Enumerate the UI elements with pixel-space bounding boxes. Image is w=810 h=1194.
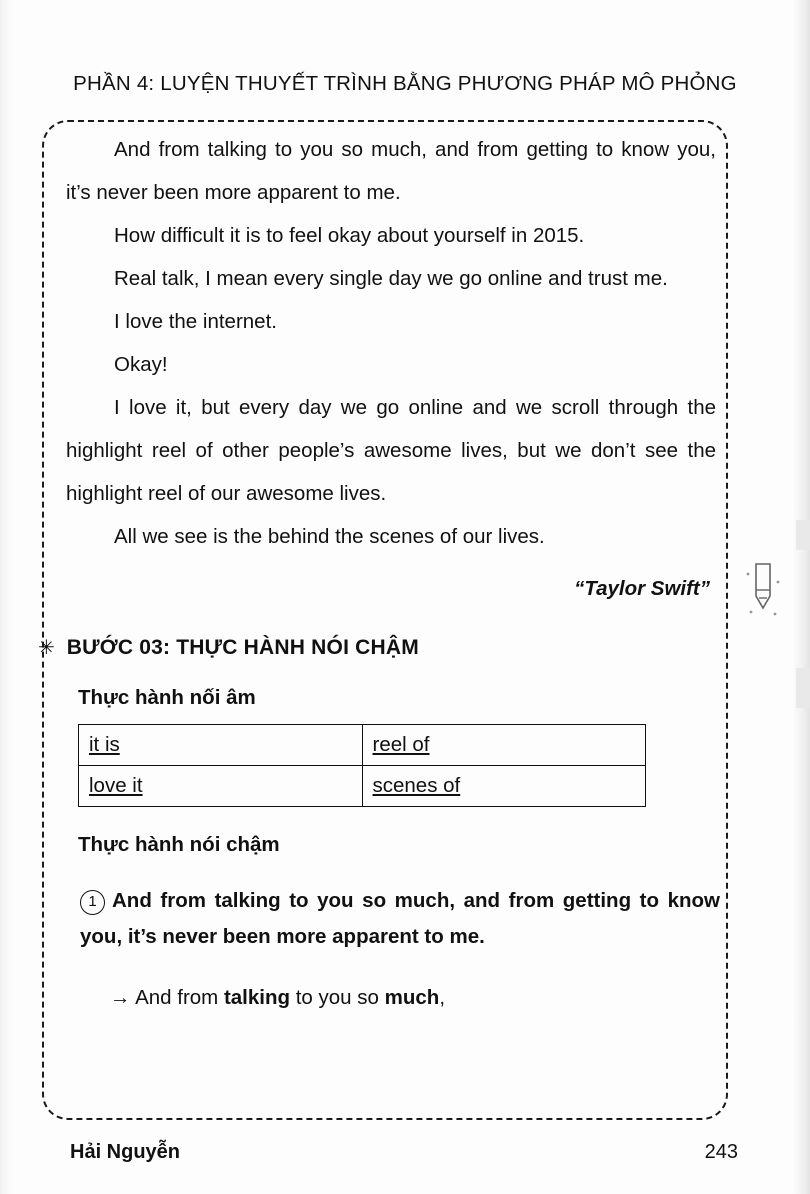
paragraph: And from talking to you so much, and from getting to know you, it’s never been more apparent to me. xyxy=(66,138,716,204)
table-cell xyxy=(79,766,363,807)
step-title: BƯỚC 03: THỰC HÀNH NÓI CHẬM xyxy=(66,636,419,659)
linking-section-heading: Thực hành nối âm xyxy=(78,686,256,709)
asterisk-bullet-icon: ✳ xyxy=(38,637,55,659)
page-edge-shading-right xyxy=(792,0,810,1194)
practice-item-text: And from talking to you so much, and from getting to know you, it’s never been more apparent to me. xyxy=(80,889,720,948)
table-row xyxy=(79,725,646,766)
paragraph: I love the internet. xyxy=(114,310,277,333)
table-cell xyxy=(79,725,363,766)
breakdown-suffix: , xyxy=(439,986,446,1009)
paragraph: I love it, but every day we go online and we scroll through the highlight reel of other people’s awesome lives, but we don’t see the highlight reel of our awesome lives. xyxy=(66,396,716,505)
practice-item xyxy=(80,883,720,955)
running-header: PHẦN 4: LUYỆN THUYẾT TRÌNH BẰNG PHƯƠNG PHÁP MÔ PHỎNG xyxy=(73,72,737,95)
page-content xyxy=(38,128,720,1112)
slow-speech-section-heading: Thực hành nói chậm xyxy=(78,833,280,856)
table-cell xyxy=(362,725,646,766)
breakdown-middle: to you so xyxy=(290,986,385,1009)
quote-attribution: “Taylor Swift” xyxy=(574,577,710,600)
breakdown-prefix: And from xyxy=(135,986,224,1009)
practice-item-breakdown xyxy=(110,981,716,1015)
arrow-icon: → xyxy=(110,986,131,1009)
footer-author: Hải Nguyễn xyxy=(70,1141,181,1163)
paragraph: How difficult it is to feel okay about yourself in 2015. xyxy=(114,224,585,247)
paragraph: All we see is the behind the scenes of our lives. xyxy=(114,525,545,548)
margin-tab-lower xyxy=(796,668,810,708)
table-cell-text: reel of xyxy=(372,733,430,756)
highlighter-pen-icon xyxy=(740,556,786,628)
table-row xyxy=(79,766,646,807)
page-edge-shading-left xyxy=(0,0,14,1194)
table-cell-text: love it xyxy=(89,774,143,797)
paragraph: Real talk, I mean every single day we go online and trust me. xyxy=(114,267,668,290)
table-cell xyxy=(362,766,646,807)
linking-words-table xyxy=(78,724,646,807)
paragraph: Okay! xyxy=(114,353,168,376)
item-number-badge: 1 xyxy=(80,890,105,915)
table-cell-text: it is xyxy=(89,733,120,756)
table-cell-text: scenes of xyxy=(372,774,461,797)
footer-page-number: 243 xyxy=(704,1141,738,1163)
margin-tab-upper xyxy=(796,520,810,550)
breakdown-stress-word-1: talking xyxy=(223,986,291,1009)
breakdown-stress-word-2: much xyxy=(384,986,440,1009)
step-heading xyxy=(38,636,716,660)
